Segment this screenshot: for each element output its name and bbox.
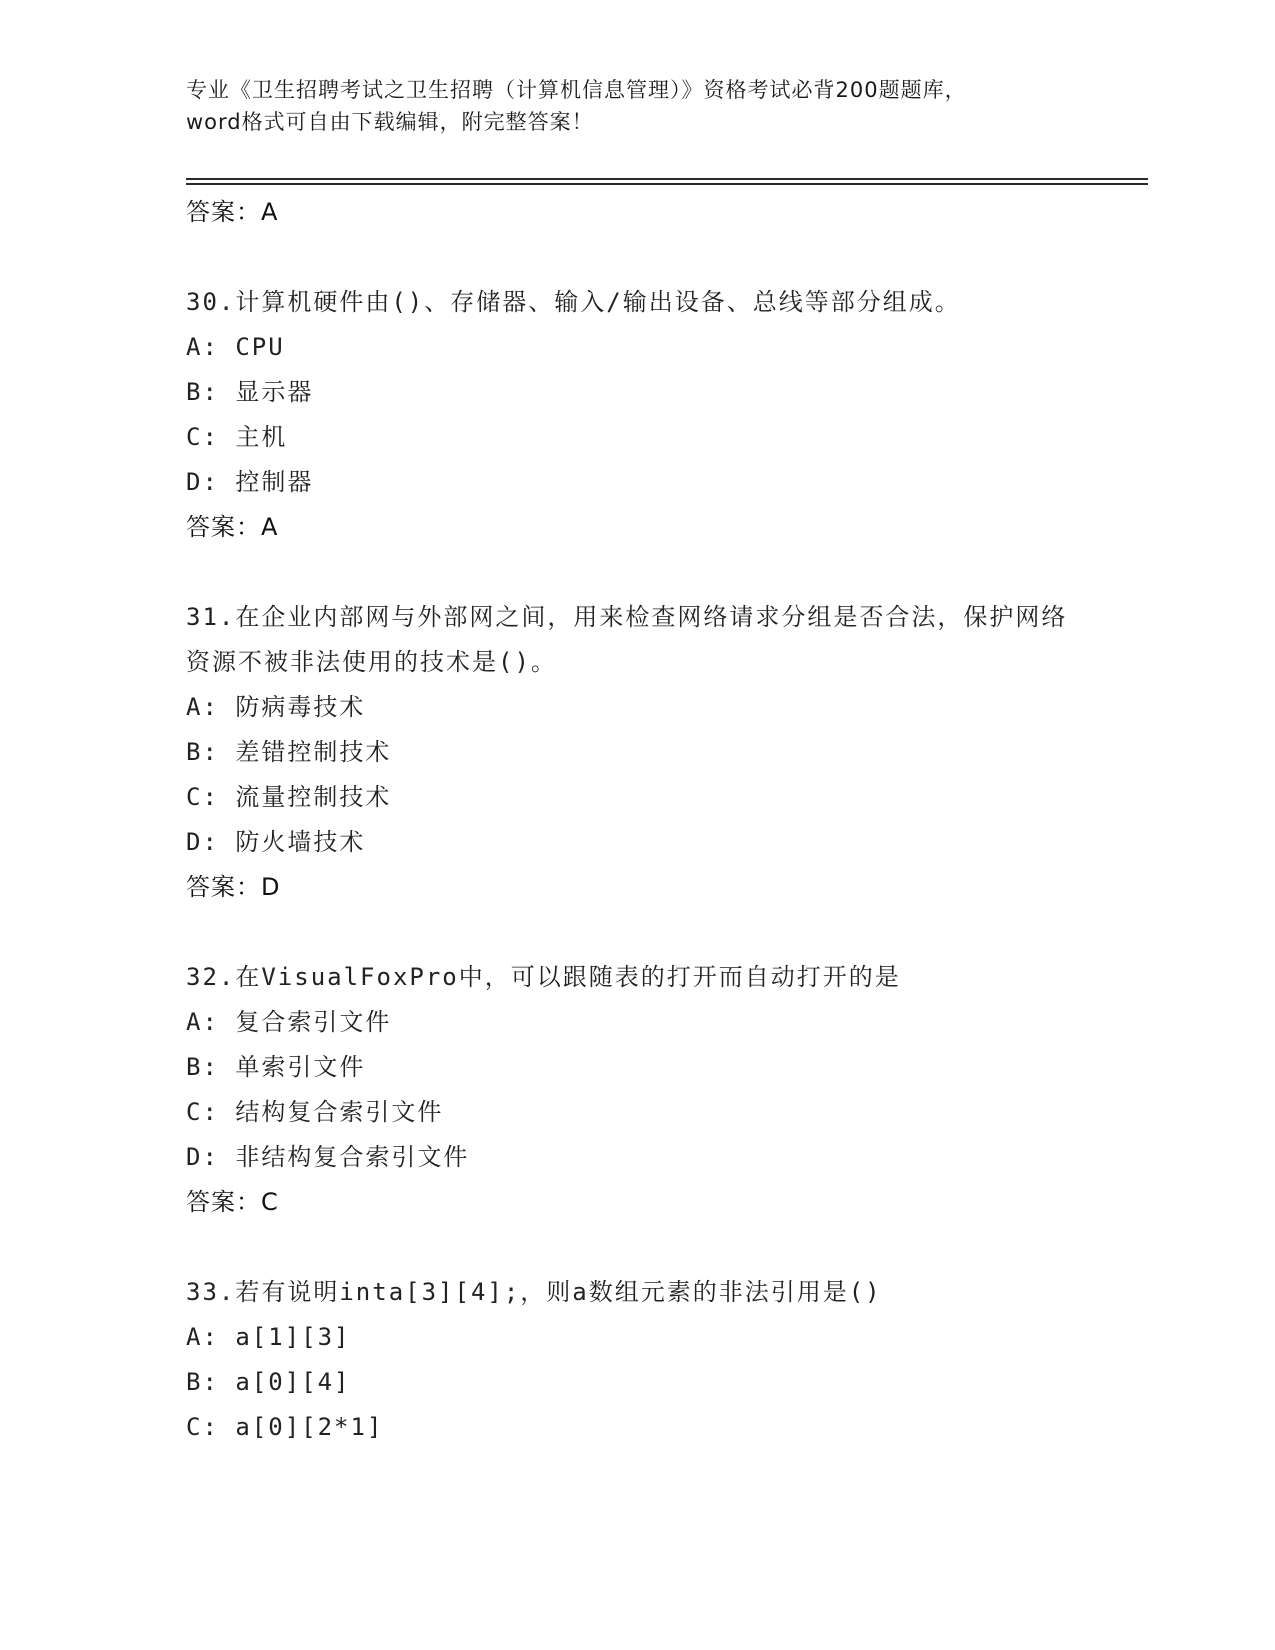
option-b: B: 显示器: [186, 378, 314, 406]
option-d: D: 控制器: [186, 468, 314, 496]
question-text: 33.若有说明inta[3][4];，则a数组元素的非法引用是(): [186, 1278, 882, 1306]
option-c: C: 主机: [186, 423, 288, 451]
question-block: [186, 595, 1146, 910]
header-line-2: word格式可自由下载编辑，附完整答案！: [186, 110, 594, 134]
question-text: 31.在企业内部网与外部网之间，用来检查网络请求分组是否合法，保护网络资源不被非法使用的技术是()。: [186, 603, 1068, 676]
question-block: [186, 1270, 1146, 1450]
option-d: D: 非结构复合索引文件: [186, 1143, 470, 1171]
option-c: C: 结构复合索引文件: [186, 1098, 444, 1126]
answer-line: 答案：A: [186, 198, 279, 226]
answer-line: 答案：D: [186, 873, 281, 901]
question-block: [186, 955, 1146, 1225]
option-b: B: 差错控制技术: [186, 738, 392, 766]
question-block: [186, 280, 1146, 550]
question-text: 32.在VisualFoxPro中，可以跟随表的打开而自动打开的是: [186, 963, 901, 991]
header-rule-top: [186, 178, 1148, 180]
option-c: C: 流量控制技术: [186, 783, 392, 811]
option-a: A: CPU: [186, 333, 285, 361]
option-b: B: 单索引文件: [186, 1053, 366, 1081]
option-d: D: 防火墙技术: [186, 828, 366, 856]
option-a: A: a[1][3]: [186, 1323, 351, 1351]
answer-line: 答案：C: [186, 1188, 279, 1216]
question-text: 30.计算机硬件由()、存储器、输入/输出设备、总线等部分组成。: [186, 288, 961, 316]
document-header: [186, 74, 1086, 138]
option-a: A: 复合索引文件: [186, 1008, 392, 1036]
option-b: B: a[0][4]: [186, 1368, 351, 1396]
document-body: [186, 190, 1146, 1450]
option-c: C: a[0][2*1]: [186, 1413, 384, 1441]
answer-line: 答案：A: [186, 513, 279, 541]
header-line-1: 专业《卫生招聘考试之卫生招聘（计算机信息管理）》资格考试必背200题题库，: [186, 78, 967, 102]
option-a: A: 防病毒技术: [186, 693, 366, 721]
header-rule-bottom: [186, 183, 1148, 185]
